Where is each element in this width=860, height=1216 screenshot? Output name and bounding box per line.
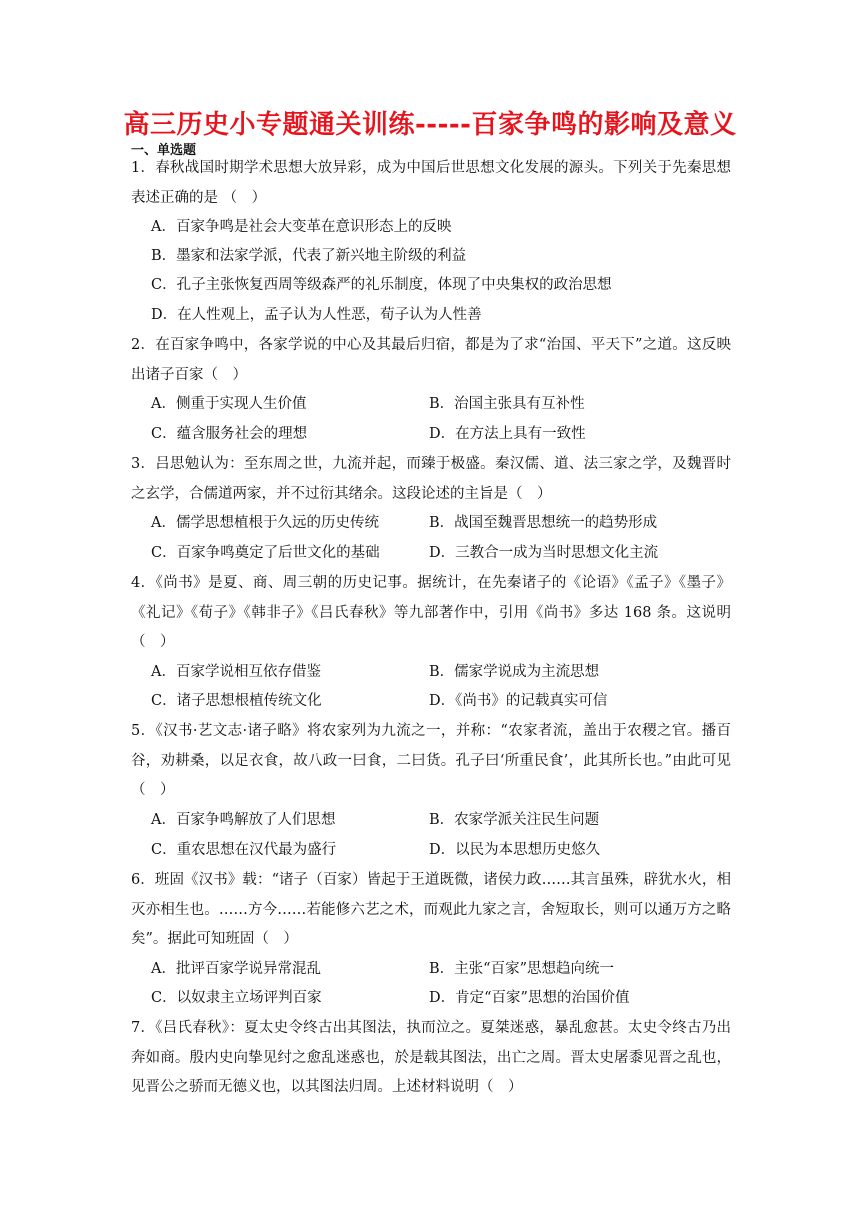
question-4-option-d: D．《尚书》的记载真实可信 [429,693,608,709]
question-5-option-d: D．以民为本思想历史悠久 [429,842,601,858]
question-3-option-d: D．三教合一成为当时思想文化主流 [429,545,659,561]
question-5-option-c: C．重农思想在汉代最为盛行 [151,842,337,858]
question-3-option-b: B．战国至魏晋思想统一的趋势形成 [429,515,658,531]
question-2-option-c: C．蕴含服务社会的理想 [151,426,308,442]
question-7-stem: 7．《吕氏春秋》：夏太史令终古出其图法，执而泣之。夏桀迷惑，暴乱愈甚。太史令终古乃出奔如商。殷内史向挚见纣之愈乱迷惑也，於是载其图法，出亡之周。晋太史屠黍见晋之乱也，见晋公之骄而无德义也，以其图法归周。上述材料说明（ ） [131,1020,731,1095]
question-1-option-a: A．百家争鸣是社会大变革在意识形态上的反映 [151,219,452,235]
question-1-option-d: D．在人性观上，孟子认为人性恶，荀子认为人性善 [151,307,482,323]
question-2-option-a: A．侧重于实现人生价值 [151,396,307,412]
question-6-option-b: B．主张“百家”思想趋向统一 [429,961,614,977]
question-3-option-a: A．儒学思想植根于久远的历史传统 [151,515,379,531]
question-5-option-a: A．百家争鸣解放了人们思想 [151,812,336,828]
question-1-option-b: B．墨家和法家学派，代表了新兴地主阶级的利益 [151,248,467,264]
question-4-stem: 4．《尚书》是夏、商、周三朝的历史记事。据统计，在先秦诸子的《论语》《孟子》《墨子》《礼记》《荀子》《韩非子》《吕氏春秋》等九部著作中，引用《尚书》多达 168 条。这说明（ ） [131,575,731,650]
document-title: 高三历史小专题通关训练-----百家争鸣的影响及意义 [123,110,737,140]
question-1-stem: 1．春秋战国时期学术思想大放异彩，成为中国后世思想文化发展的源头。下列关于先秦思想表述正确的是 （ ） [131,160,731,206]
question-4-option-a: A．百家学说相互依存借鉴 [151,664,321,680]
question-3-stem: 3．吕思勉认为：至东周之世，九流并起，而臻于极盛。秦汉儒、道、法三家之学，及魏晋时之玄学，合儒道两家，并不过衍其绪余。这段论述的主旨是（ ） [131,456,731,502]
question-6-option-c: C．以奴隶主立场评判百家 [151,990,322,1006]
question-3-option-c: C．百家争鸣奠定了后世文化的基础 [151,545,380,561]
question-2-option-b: B．治国主张具有互补性 [429,396,585,412]
question-2-stem: 2．在百家争鸣中，各家学说的中心及其最后归宿，都是为了求“治国、平天下”之道。这反映出诸子百家（ ） [131,337,731,383]
question-5-option-b: B．农家学派关注民生问题 [429,812,600,828]
question-6-option-d: D．肯定“百家”思想的治国价值 [429,990,630,1006]
section-heading: 一、单选题 [131,143,197,158]
question-2-option-d: D．在方法上具有一致性 [429,426,586,442]
question-6-option-a: A．批评百家学说异常混乱 [151,961,321,977]
question-1-option-c: C．孔子主张恢复西周等级森严的礼乐制度，体现了中央集权的政治思想 [151,277,612,293]
question-5-stem: 5．《汉书·艺文志·诸子略》将农家列为九流之一，并称：“农家者流，盖出于农稷之官。播百谷，劝耕桑，以足衣食，故八政一曰食，二曰货。孔子曰‘所重民食’，此其所长也。”由此可见（ ） [131,723,731,798]
question-6-stem: 6．班固《汉书》载：“诸子（百家）皆起于王道既微，诸侯力政……其言虽殊，辟犹水火，相灭亦相生也。……方今……若能修六艺之术，而观此九家之言，舍短取长，则可以通万方之略矣”。据此可知班固（ ） [131,872,731,947]
question-4-option-c: C．诸子思想根植传统文化 [151,693,322,709]
question-4-option-b: B．儒家学说成为主流思想 [429,664,600,680]
